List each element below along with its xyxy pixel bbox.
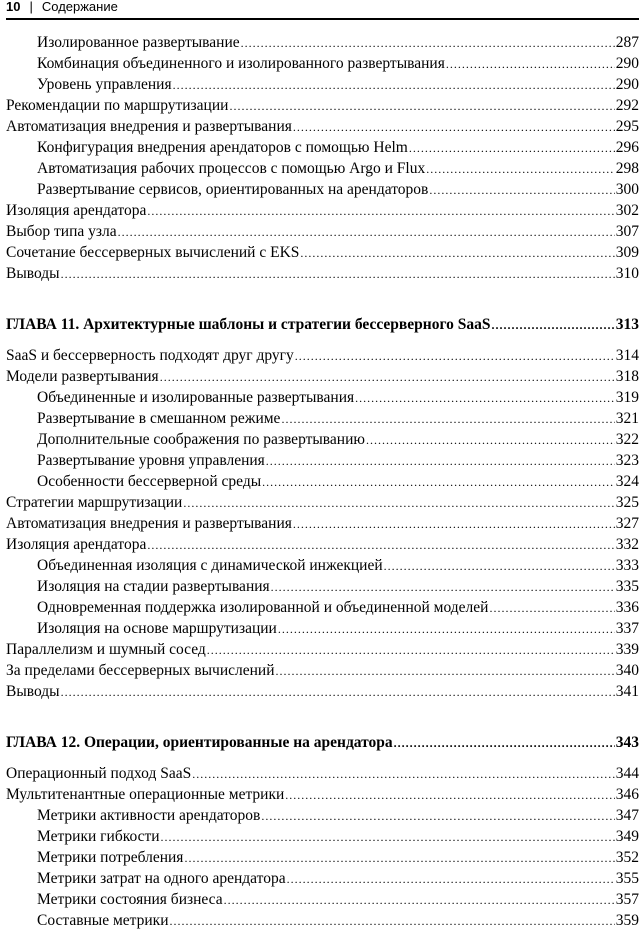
toc-entry[interactable] bbox=[6, 366, 639, 387]
toc-entry-page: 335 bbox=[615, 578, 639, 595]
chapter-heading[interactable] bbox=[6, 314, 639, 335]
toc-entry-title: Выбор типа узла bbox=[6, 223, 117, 240]
toc-entry-title: Метрики затрат на одного арендатора bbox=[37, 870, 286, 887]
dot-leader bbox=[160, 367, 615, 388]
dot-leader bbox=[173, 75, 615, 96]
toc-entry-title: Составные метрики bbox=[37, 912, 169, 929]
toc-entry-page: 323 bbox=[615, 452, 639, 469]
dot-leader bbox=[281, 409, 614, 430]
toc-entry-title: Дополнительные соображения по развертыванию bbox=[37, 431, 365, 448]
toc-entry[interactable] bbox=[6, 429, 639, 450]
toc-entry-title: Одновременная поддержка изолированной и объединенной моделей bbox=[37, 599, 489, 616]
toc-entry-title: Стратегии маршрутизации bbox=[6, 494, 183, 511]
toc-entry-page: 322 bbox=[615, 431, 639, 448]
dot-leader bbox=[285, 785, 614, 806]
toc-entry-title: Параллелизм и шумный сосед bbox=[6, 641, 206, 658]
dot-leader bbox=[271, 577, 615, 598]
toc-entry-page: 321 bbox=[615, 410, 639, 427]
toc-entry[interactable] bbox=[6, 534, 639, 555]
toc-entry-title: Объединенные и изолированные развертывания bbox=[37, 389, 355, 406]
toc-entry[interactable] bbox=[6, 137, 639, 158]
dot-leader bbox=[192, 764, 615, 785]
toc-entry-page: 327 bbox=[615, 515, 639, 532]
dot-leader bbox=[384, 556, 615, 577]
toc-entry-page: 313 bbox=[615, 316, 639, 333]
toc-entry-title: Мультитенантные операционные метрики bbox=[6, 786, 285, 803]
toc-entry-page: 352 bbox=[615, 849, 639, 866]
dot-leader bbox=[118, 222, 615, 243]
toc-entry-title: Сочетание бессерверных вычислений с EKS bbox=[6, 244, 300, 261]
dot-leader bbox=[61, 682, 615, 703]
dot-leader bbox=[492, 315, 615, 336]
toc-entry[interactable] bbox=[6, 868, 639, 889]
toc-entry[interactable] bbox=[6, 805, 639, 826]
toc-entry-title: Изоляция на стадии развертывания bbox=[37, 578, 270, 595]
toc-entry[interactable] bbox=[6, 784, 639, 805]
toc-entry-title: Автоматизация внедрения и развертывания bbox=[6, 118, 292, 135]
toc-entry-page: 296 bbox=[615, 139, 639, 156]
toc-entry-title: Метрики состояния бизнеса bbox=[37, 891, 223, 908]
toc-entry-page: 357 bbox=[615, 891, 639, 908]
toc-entry-page: 324 bbox=[615, 473, 639, 490]
toc-entry-title: Автоматизация внедрения и развертывания bbox=[6, 515, 292, 532]
toc-entry[interactable] bbox=[6, 576, 639, 597]
dot-leader bbox=[224, 890, 615, 911]
toc-entry-page: 332 bbox=[615, 536, 639, 553]
toc-entry-page: 347 bbox=[615, 807, 639, 824]
toc-entry-title: ГЛАВА 12. Операции, ориентированные на арендатора bbox=[6, 734, 393, 751]
dot-leader bbox=[300, 243, 614, 264]
toc-entry[interactable] bbox=[6, 910, 639, 931]
toc-entry[interactable] bbox=[6, 408, 639, 429]
dot-leader bbox=[293, 514, 615, 535]
toc-entry-title: Развертывание в смешанном режиме bbox=[37, 410, 281, 427]
dot-leader bbox=[261, 806, 614, 827]
toc-entry[interactable] bbox=[6, 681, 639, 702]
toc-entry[interactable] bbox=[6, 618, 639, 639]
dot-leader bbox=[170, 911, 615, 932]
toc-entry-page: 287 bbox=[615, 34, 639, 51]
toc-entry-page: 343 bbox=[615, 734, 639, 751]
toc-entry[interactable] bbox=[6, 263, 639, 284]
chapter-spacer bbox=[6, 335, 639, 345]
toc-entry-page: 325 bbox=[615, 494, 639, 511]
toc-entry[interactable] bbox=[6, 555, 639, 576]
chapter-spacer bbox=[6, 753, 639, 763]
toc-entry-title: Метрики потребления bbox=[37, 849, 184, 866]
dot-leader bbox=[429, 180, 614, 201]
toc-entry-page: 336 bbox=[615, 599, 639, 616]
toc-entry[interactable] bbox=[6, 826, 639, 847]
dot-leader bbox=[278, 619, 615, 640]
dot-leader bbox=[183, 493, 614, 514]
dot-leader bbox=[293, 117, 615, 138]
dot-leader bbox=[394, 733, 615, 754]
toc-entry[interactable] bbox=[6, 53, 639, 74]
dot-leader bbox=[61, 264, 615, 285]
toc-entry-title: Объединенная изоляция с динамической инжекцией bbox=[37, 557, 383, 574]
dot-leader bbox=[229, 96, 614, 117]
dot-leader bbox=[489, 598, 614, 619]
toc-entry-page: 300 bbox=[615, 181, 639, 198]
toc-entry-title: Уровень управления bbox=[37, 76, 172, 93]
toc-entry-title: Автоматизация рабочих процессов с помощью Argo и Flux bbox=[37, 160, 426, 177]
dot-leader bbox=[241, 33, 615, 54]
toc-entry-page: 341 bbox=[615, 683, 639, 700]
toc-entry[interactable] bbox=[6, 639, 639, 660]
toc-entry-page: 340 bbox=[615, 662, 639, 679]
dot-leader bbox=[426, 159, 615, 180]
toc-entry[interactable] bbox=[6, 889, 639, 910]
toc-entry-page: 292 bbox=[615, 97, 639, 114]
toc-entry-title: Модели развертывания bbox=[6, 368, 159, 385]
dot-leader bbox=[147, 201, 614, 222]
toc-entry[interactable] bbox=[6, 847, 639, 868]
table-of-contents bbox=[6, 32, 639, 931]
dot-leader bbox=[147, 535, 614, 556]
toc-entry-page: 319 bbox=[615, 389, 639, 406]
toc-entry-title: Развертывание уровня управления bbox=[37, 452, 265, 469]
toc-entry-title: Комбинация объединенного и изолированного развертывания bbox=[37, 55, 445, 72]
dot-leader bbox=[161, 827, 615, 848]
toc-entry-title: SaaS и бессерверность подходят друг другу bbox=[6, 347, 294, 364]
page-number: 10 bbox=[6, 0, 21, 14]
toc-entry[interactable] bbox=[6, 387, 639, 408]
toc-entry-page: 298 bbox=[615, 160, 639, 177]
toc-entry-page: 344 bbox=[615, 765, 639, 782]
toc-entry-page: 359 bbox=[615, 912, 639, 929]
toc-entry[interactable] bbox=[6, 763, 639, 784]
toc-entry-page: 349 bbox=[615, 828, 639, 845]
toc-entry[interactable] bbox=[6, 660, 639, 681]
dot-leader bbox=[266, 451, 615, 472]
page-header bbox=[6, 0, 639, 20]
toc-entry[interactable] bbox=[6, 200, 639, 221]
toc-entry-page: 337 bbox=[615, 620, 639, 637]
dot-leader bbox=[276, 661, 615, 682]
toc-entry-page: 318 bbox=[615, 368, 639, 385]
toc-entry[interactable] bbox=[6, 221, 639, 242]
dot-leader bbox=[409, 138, 615, 159]
toc-entry[interactable] bbox=[6, 471, 639, 492]
toc-entry[interactable] bbox=[6, 345, 639, 366]
toc-entry-title: Метрики активности арендаторов bbox=[37, 807, 261, 824]
toc-entry-page: 309 bbox=[615, 244, 639, 261]
toc-entry[interactable] bbox=[6, 32, 639, 53]
toc-entry[interactable] bbox=[6, 95, 639, 116]
dot-leader bbox=[355, 388, 615, 409]
chapter-spacer bbox=[6, 284, 639, 314]
toc-entry[interactable] bbox=[6, 450, 639, 471]
running-head-title: Содержание bbox=[41, 0, 118, 14]
toc-entry-page: 302 bbox=[615, 202, 639, 219]
toc-entry[interactable] bbox=[6, 158, 639, 179]
toc-entry-title: Рекомендации по маршрутизации bbox=[6, 97, 229, 114]
dot-leader bbox=[287, 869, 615, 890]
toc-entry-page: 307 bbox=[615, 223, 639, 240]
dot-leader bbox=[207, 640, 615, 661]
toc-entry-title: Развертывание сервисов, ориентированных на арендаторов bbox=[37, 181, 429, 198]
toc-entry[interactable] bbox=[6, 492, 639, 513]
toc-entry[interactable] bbox=[6, 74, 639, 95]
toc-entry-title: Операционный подход SaaS bbox=[6, 765, 192, 782]
toc-entry-title: Метрики гибкости bbox=[37, 828, 160, 845]
toc-entry[interactable] bbox=[6, 179, 639, 200]
dot-leader bbox=[446, 54, 615, 75]
toc-entry-page: 355 bbox=[615, 870, 639, 887]
dot-leader bbox=[366, 430, 615, 451]
toc-entry-title: Изоляция арендатора bbox=[6, 536, 147, 553]
chapter-heading[interactable] bbox=[6, 732, 639, 753]
toc-entry-page: 310 bbox=[615, 265, 639, 282]
toc-entry-page: 290 bbox=[615, 76, 639, 93]
toc-entry-page: 314 bbox=[615, 347, 639, 364]
toc-entry-page: 339 bbox=[615, 641, 639, 658]
toc-entry-title: Выводы bbox=[6, 683, 60, 700]
dot-leader bbox=[262, 472, 615, 493]
toc-entry-title: Изоляция арендатора bbox=[6, 202, 147, 219]
toc-entry-title: Особенности бессерверной среды bbox=[37, 473, 262, 490]
toc-entry-title: Конфигурация внедрения арендаторов с помощью Helm bbox=[37, 139, 408, 156]
header-separator: | bbox=[29, 0, 33, 14]
toc-entry[interactable] bbox=[6, 513, 639, 534]
dot-leader bbox=[295, 346, 615, 367]
toc-entry-title: Выводы bbox=[6, 265, 60, 282]
toc-entry[interactable] bbox=[6, 116, 639, 137]
toc-entry-page: 295 bbox=[615, 118, 639, 135]
toc-entry-title: ГЛАВА 11. Архитектурные шаблоны и стратегии бессерверного SaaS bbox=[6, 316, 491, 333]
toc-entry[interactable] bbox=[6, 597, 639, 618]
toc-entry[interactable] bbox=[6, 242, 639, 263]
toc-entry-title: Изолированное развертывание bbox=[37, 34, 240, 51]
toc-entry-title: Изоляция на основе маршрутизации bbox=[37, 620, 277, 637]
toc-entry-page: 290 bbox=[615, 55, 639, 72]
dot-leader bbox=[184, 848, 614, 869]
chapter-spacer bbox=[6, 702, 639, 732]
toc-entry-page: 346 bbox=[615, 786, 639, 803]
toc-entry-page: 333 bbox=[615, 557, 639, 574]
toc-entry-title: За пределами бессерверных вычислений bbox=[6, 662, 275, 679]
